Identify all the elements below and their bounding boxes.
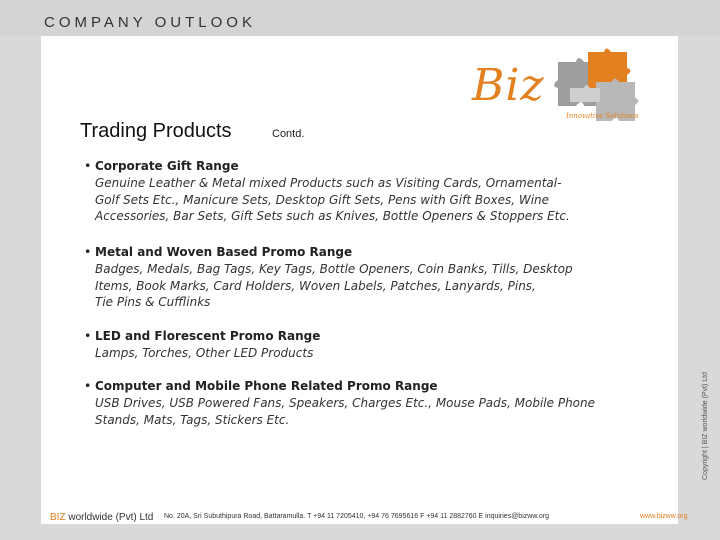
logo-tagline: Innovative Solutions bbox=[566, 112, 639, 120]
footer-company bbox=[50, 512, 153, 523]
footer bbox=[50, 512, 700, 526]
list-item-title: • LED and Florescent Promo Range bbox=[95, 329, 321, 343]
list-item-metal-woven bbox=[84, 244, 573, 311]
list-item-title: • Corporate Gift Range bbox=[95, 159, 239, 173]
footer-address: No. 20A, Sri Subuthipura Road, Battaramulla. T +94 11 7205410, +94 76 7695616 F +94 11 2882760 E inquiries@bizww.org bbox=[164, 513, 550, 520]
list-item-line: Stands, Mats, Tags, Stickers Etc. bbox=[95, 412, 290, 427]
list-item-line: Genuine Leather & Metal mixed Products such as Visiting Cards, Ornamental- bbox=[95, 175, 562, 190]
footer-company-biz: BIZ bbox=[50, 512, 66, 523]
list-item-line: USB Drives, USB Powered Fans, Speakers, Charges Etc., Mouse Pads, Mobile Phone bbox=[95, 395, 596, 410]
list-item-led bbox=[84, 328, 320, 362]
page-title: Trading Products bbox=[80, 120, 232, 142]
footer-website-link[interactable]: www.bizww.org bbox=[640, 513, 688, 520]
list-item-line: Badges, Medals, Bag Tags, Key Tags, Bottle Openers, Coin Banks, Tills, Desktop bbox=[95, 261, 573, 276]
footer-company-rest: worldwide (Pvt) Ltd bbox=[65, 512, 154, 523]
company-outlook-title: COMPANY OUTLOOK bbox=[44, 14, 256, 31]
list-item-corporate-gift bbox=[84, 158, 570, 225]
list-item-line: Tie Pins & Cufflinks bbox=[95, 295, 211, 310]
list-item-computer-mobile bbox=[84, 378, 595, 428]
list-item-line: Items, Book Marks, Card Holders, Woven Labels, Patches, Lanyards, Pins, bbox=[95, 278, 536, 293]
list-item-line: Accessories, Bar Sets, Gift Sets such as Knives, Bottle Openers & Stoppers Etc. bbox=[95, 209, 570, 224]
page-subtitle: Contd. bbox=[272, 128, 305, 140]
biz-logo-text: Biz bbox=[472, 60, 545, 111]
list-item-title: • Computer and Mobile Phone Related Promo Range bbox=[95, 379, 438, 393]
list-item-line: Golf Sets Etc., Manicure Sets, Desktop Gift Sets, Pens with Gift Boxes, Wine bbox=[95, 192, 550, 207]
list-item-line: Lamps, Torches, Other LED Products bbox=[95, 345, 314, 360]
puzzle-pieces bbox=[554, 49, 639, 122]
copyright-notice: Copyright | BIZ worldwide (Pvt) Ltd bbox=[702, 371, 709, 480]
list-item-title: • Metal and Woven Based Promo Range bbox=[95, 245, 353, 259]
